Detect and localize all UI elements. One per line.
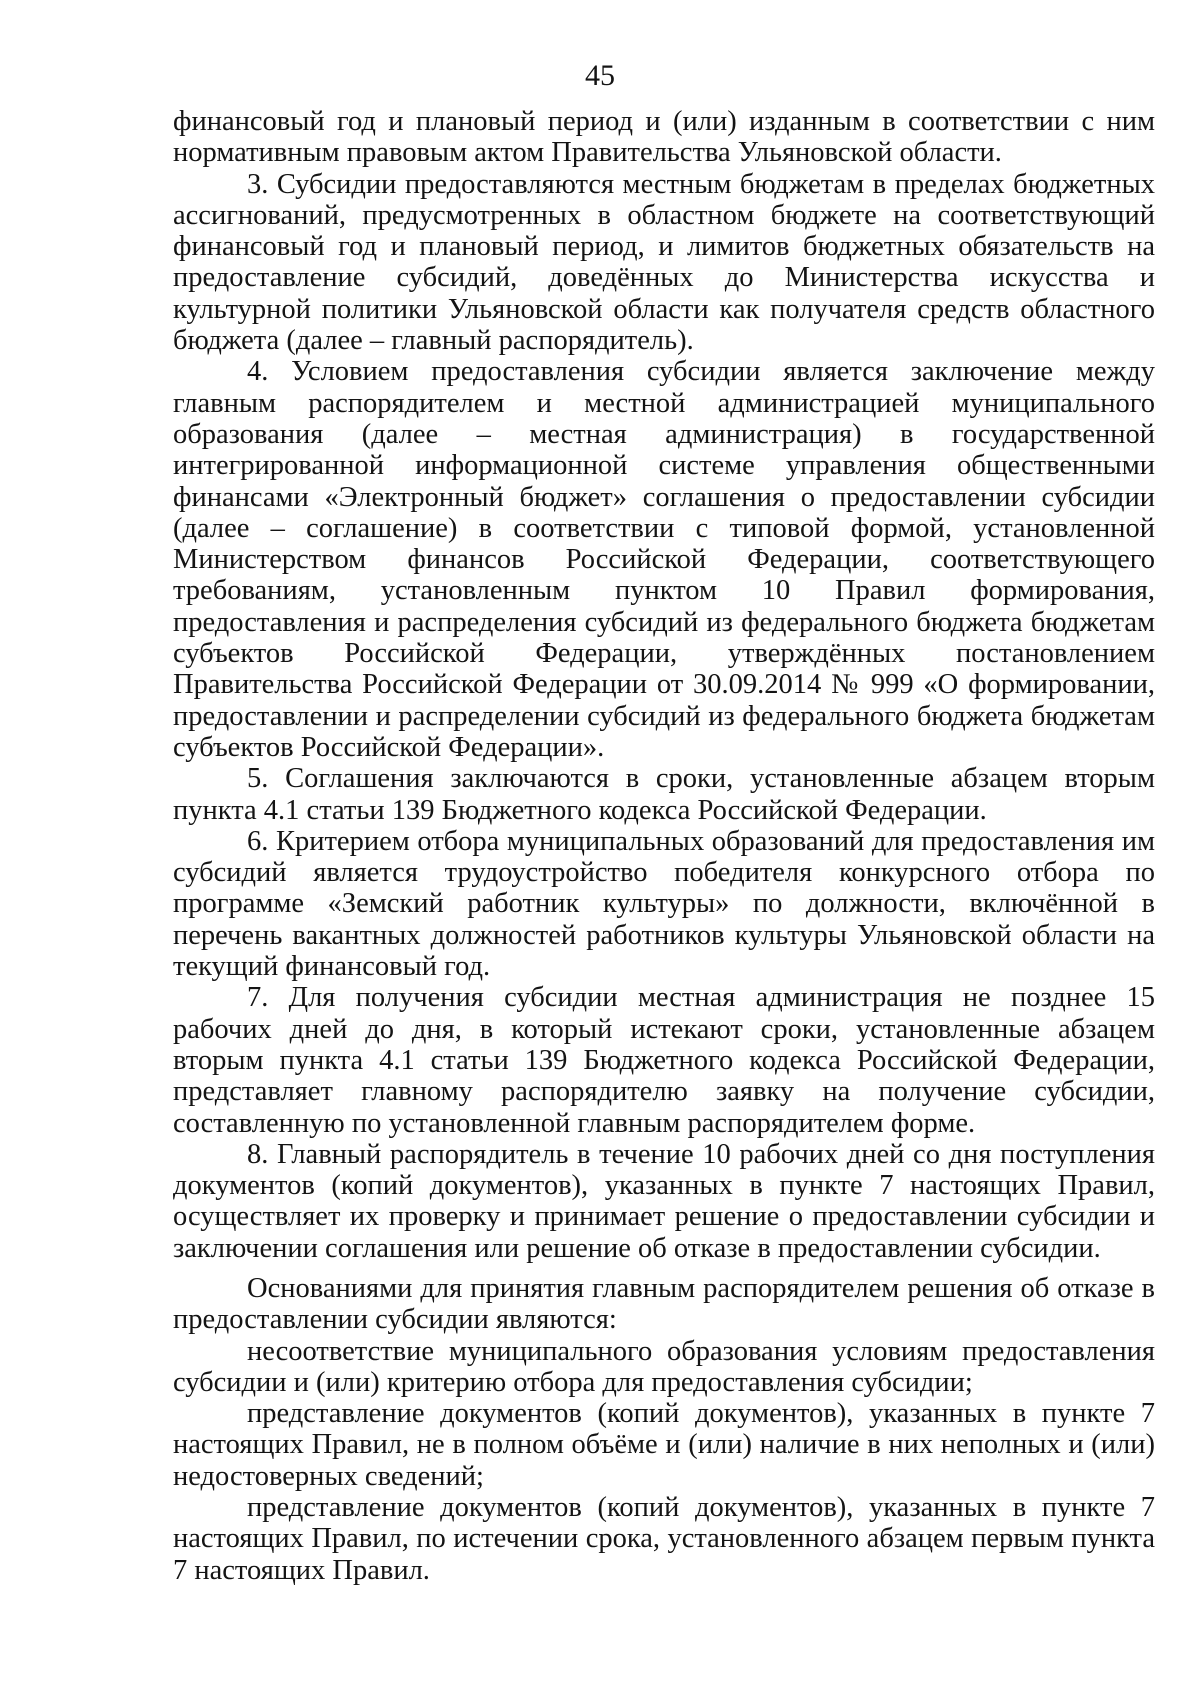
paragraph-continuation: финансовый год и плановый период и (или) изданным в соответствии с ним нормативным правовым актом Правительства Ульяновской области. — [173, 106, 1155, 169]
paragraph-refusal-grounds: Основаниями для принятия главным распорядителем решения об отказе в предоставлении субсидии являются: — [173, 1272, 1155, 1336]
paragraph-item-3: 3. Субсидии предоставляются местным бюджетам в пределах бюджетных ассигнований, предусмотренных в областном бюджете на соответствующий финансовый год и плановый период, и лимитов бюджетных обязательств на предоставление субсидий, доведённых до Министерства искусства и культурной политики Ульяновской области как получателя средств областного бюджета (далее – главный распорядитель). — [173, 168, 1155, 357]
paragraph-item-6: 6. Критерием отбора муниципальных образований для предоставления им субсидий является трудоустройство победителя конкурсного отбора по программе «Земский работник культуры» по должности, включённой в перечень вакантных должностей работников культуры Ульяновской области на текущий финансовый год. — [173, 825, 1155, 983]
paragraph-item-8: 8. Главный распорядитель в течение 10 рабочих дней со дня поступления документов (копий документов), указанных в пункте 7 настоящих Правил, осуществляет их проверку и принимает решение о предоставлении субсидии и заключении соглашения или решение об отказе в предоставлении субсидии. — [173, 1138, 1155, 1264]
paragraph-item-7: 7. Для получения субсидии местная администрация не позднее 15 рабочих дней до дня, в который истекают сроки, установленные абзацем вторым пункта 4.1 статьи 139 Бюджетного кодекса Российской Федерации, представляет главному распорядителю заявку на получение субсидии, составленную по установленной главным распорядителем форме. — [173, 982, 1155, 1139]
page-number: 45 — [585, 59, 615, 92]
document-body — [173, 106, 1155, 1586]
paragraph-refusal-ground-2: представление документов (копий документов), указанных в пункте 7 настоящих Правил, не в полном объёме и (или) наличие в них неполных и (или) недостоверных сведений; — [173, 1398, 1155, 1492]
paragraph-refusal-ground-3: представление документов (копий документов), указанных в пункте 7 настоящих Правил, по истечении срока, установленного абзацем первым пункта 7 настоящих Правил. — [173, 1492, 1155, 1586]
paragraph-item-4: 4. Условием предоставления субсидии является заключение между главным распорядителем и местной администрацией муниципального образования (далее – местная администрация) в государственной интегрированной информационной системе управления общественными финансами «Электронный бюджет» соглашения о предоставлении субсидии (далее – соглашение) в соответствии с типовой формой, установленной Министерством финансов Российской Федерации, соответствующего требованиям, установленным пунктом 10 Правил формирования, предоставления и распределения субсидий из федерального бюджета бюджетам субъектов Российской Федерации, утверждённых постановлением Правительства Российской Федерации от 30.09.2014 № 999 «О формировании, предоставлении и распределении субсидий из федерального бюджета бюджетам субъектов Российской Федерации». — [173, 356, 1155, 763]
paragraph-item-5: 5. Соглашения заключаются в сроки, установленные абзацем вторым пункта 4.1 статьи 139 Бюджетного кодекса Российской Федерации. — [173, 763, 1155, 826]
paragraph-refusal-ground-1: несоответствие муниципального образования условиям предоставления субсидии и (или) критерию отбора для предоставления субсидии; — [173, 1335, 1155, 1398]
